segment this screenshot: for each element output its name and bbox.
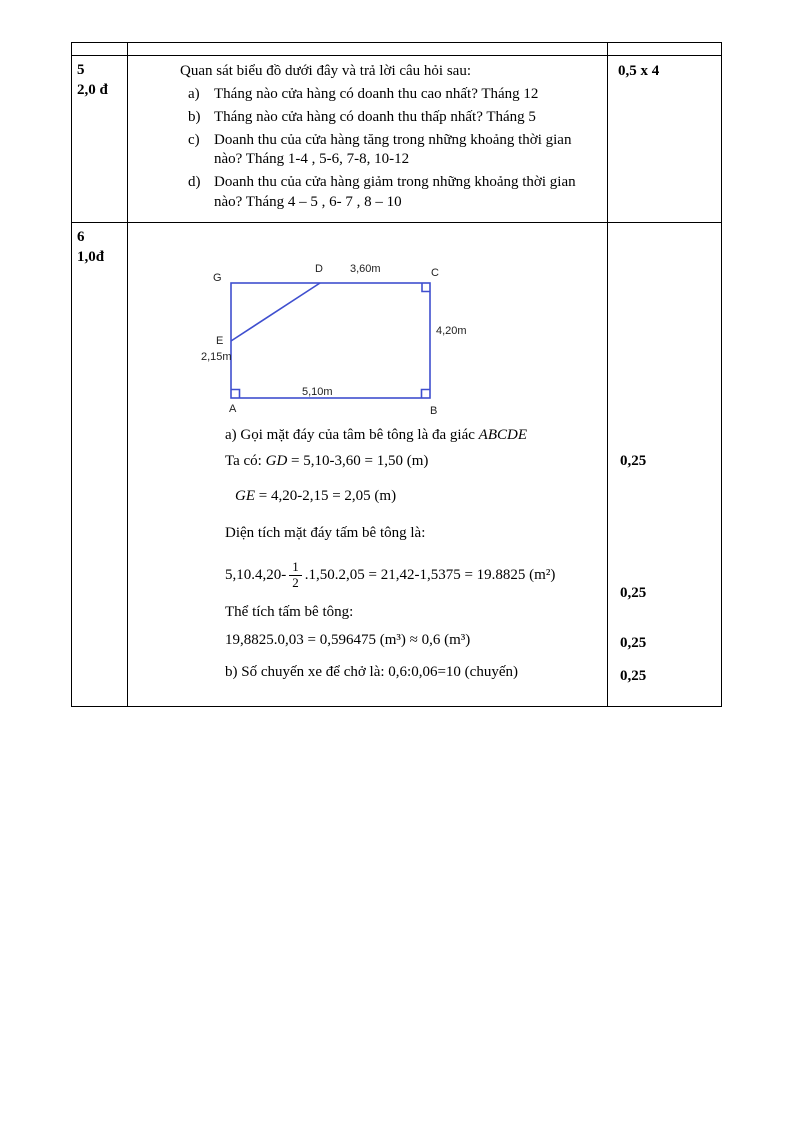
score-badge: 0,25: [620, 635, 647, 651]
question-5-score-cell: [608, 56, 723, 222]
var-GE: GE: [235, 488, 255, 504]
solution-line-ge: [235, 486, 607, 506]
score-badge: 0,25: [620, 668, 647, 684]
figure-lines: [231, 283, 430, 398]
volume-label: Thể tích tấm bê tông:: [225, 604, 354, 620]
vertex-label-E: E: [216, 335, 224, 347]
score-badge: 0,25: [620, 585, 647, 601]
question-5-number: 5: [77, 62, 85, 78]
dim-label-left: 2,15m: [201, 351, 232, 363]
item-text: Tháng nào cửa hàng có doanh thu thấp nhất? Tháng 5: [214, 108, 536, 125]
item-text: Tháng nào cửa hàng có doanh thu cao nhất? Tháng 12: [214, 86, 539, 102]
dim-label-right: 4,20m: [436, 325, 467, 337]
item-text: Doanh thu của cửa hàng giảm trong những khoảng thời gian nào? Tháng 4 – 5 , 6- 7 , 8 – 10: [214, 174, 576, 210]
geometry-figure: [200, 259, 500, 419]
vertex-label-C: C: [431, 267, 439, 279]
volume-equation: 19,8825.0,03 = 0,596475 (m³) ≈ 0,6 (m³): [225, 632, 471, 648]
question-5-content-cell: [128, 56, 608, 222]
solution-line-gd: [225, 451, 607, 471]
item-label: d): [188, 174, 201, 191]
segment-ED: [231, 283, 320, 341]
question-5-answer-list: [188, 85, 607, 213]
item-label: c): [188, 131, 200, 148]
item-label: a): [188, 86, 200, 102]
right-angle-mark-B: [422, 390, 431, 399]
question-6-row: [72, 223, 721, 706]
question-6-points: 1,0đ: [77, 248, 105, 265]
header-content-cell: [128, 43, 608, 55]
question-6-number-cell: [72, 223, 128, 706]
vertex-label-D: D: [315, 263, 323, 275]
figure-labels: [201, 263, 467, 417]
rectangle-ABCG: [231, 283, 430, 398]
fraction-denominator: 2: [292, 575, 299, 591]
question-5-row: [72, 56, 721, 223]
taco-label: Ta có:: [225, 453, 262, 469]
area-label: Diện tích mặt đáy tấm bê tông là:: [225, 525, 426, 541]
item-label: b): [188, 108, 201, 125]
var-GD: GD: [265, 453, 288, 469]
vertex-label-G: G: [213, 272, 222, 284]
fraction-one-half: [289, 560, 302, 591]
area-equation: [225, 557, 607, 593]
right-angle-mark-C: [422, 283, 430, 292]
header-number-cell: [72, 43, 128, 55]
question-5-number-cell: [72, 56, 128, 222]
dim-label-bottom: 5,10m: [302, 386, 333, 398]
solution-line-a: [225, 425, 607, 445]
dim-label-top: 3,60m: [350, 263, 381, 275]
header-score-cell: [608, 43, 723, 55]
list-item: [188, 108, 607, 128]
solution-line-b: b) Số chuyến xe để chở là: 0,6:0,06=10 (chuyến): [225, 664, 518, 680]
list-item: [188, 173, 607, 213]
list-item: [188, 131, 607, 171]
right-angle-mark-A: [231, 390, 240, 399]
vertex-label-A: A: [229, 403, 237, 415]
question-5-intro: Quan sát biểu đồ dưới đây và trả lời câu hỏi sau:: [180, 63, 472, 79]
polygon-name: ABCDE: [478, 427, 527, 443]
question-5-score: 0,5 x 4: [618, 63, 660, 79]
area-eq-prefix: 5,10.4,20-: [225, 567, 287, 583]
ge-equation: = 4,20-2,15 = 2,05 (m): [258, 488, 397, 504]
item-text: Doanh thu của cửa hàng tăng trong những khoảng thời gian nào? Tháng 1-4 , 5-6, 7-8, 10-12: [214, 131, 572, 168]
area-eq-suffix: .1,50.2,05 = 21,42-1,5375 = 19.8825 (m²): [304, 567, 556, 583]
solution-a-text: a) Gọi mặt đáy của tâm bê tông là đa giác: [225, 427, 475, 443]
question-6-score-cell: [608, 223, 723, 706]
table-header-row: [72, 43, 721, 56]
fraction-numerator: 1: [289, 560, 302, 576]
question-5-points: 2,0 đ: [77, 81, 108, 98]
gd-equation: = 5,10-3,60 = 1,50 (m): [291, 453, 429, 469]
question-6-number: 6: [77, 229, 85, 245]
score-badge: 0,25: [620, 453, 647, 469]
answer-key-table: [71, 42, 722, 707]
question-6-content-cell: [128, 223, 608, 706]
list-item: [188, 85, 607, 105]
solution-block: [128, 425, 607, 682]
vertex-label-B: B: [430, 405, 438, 417]
